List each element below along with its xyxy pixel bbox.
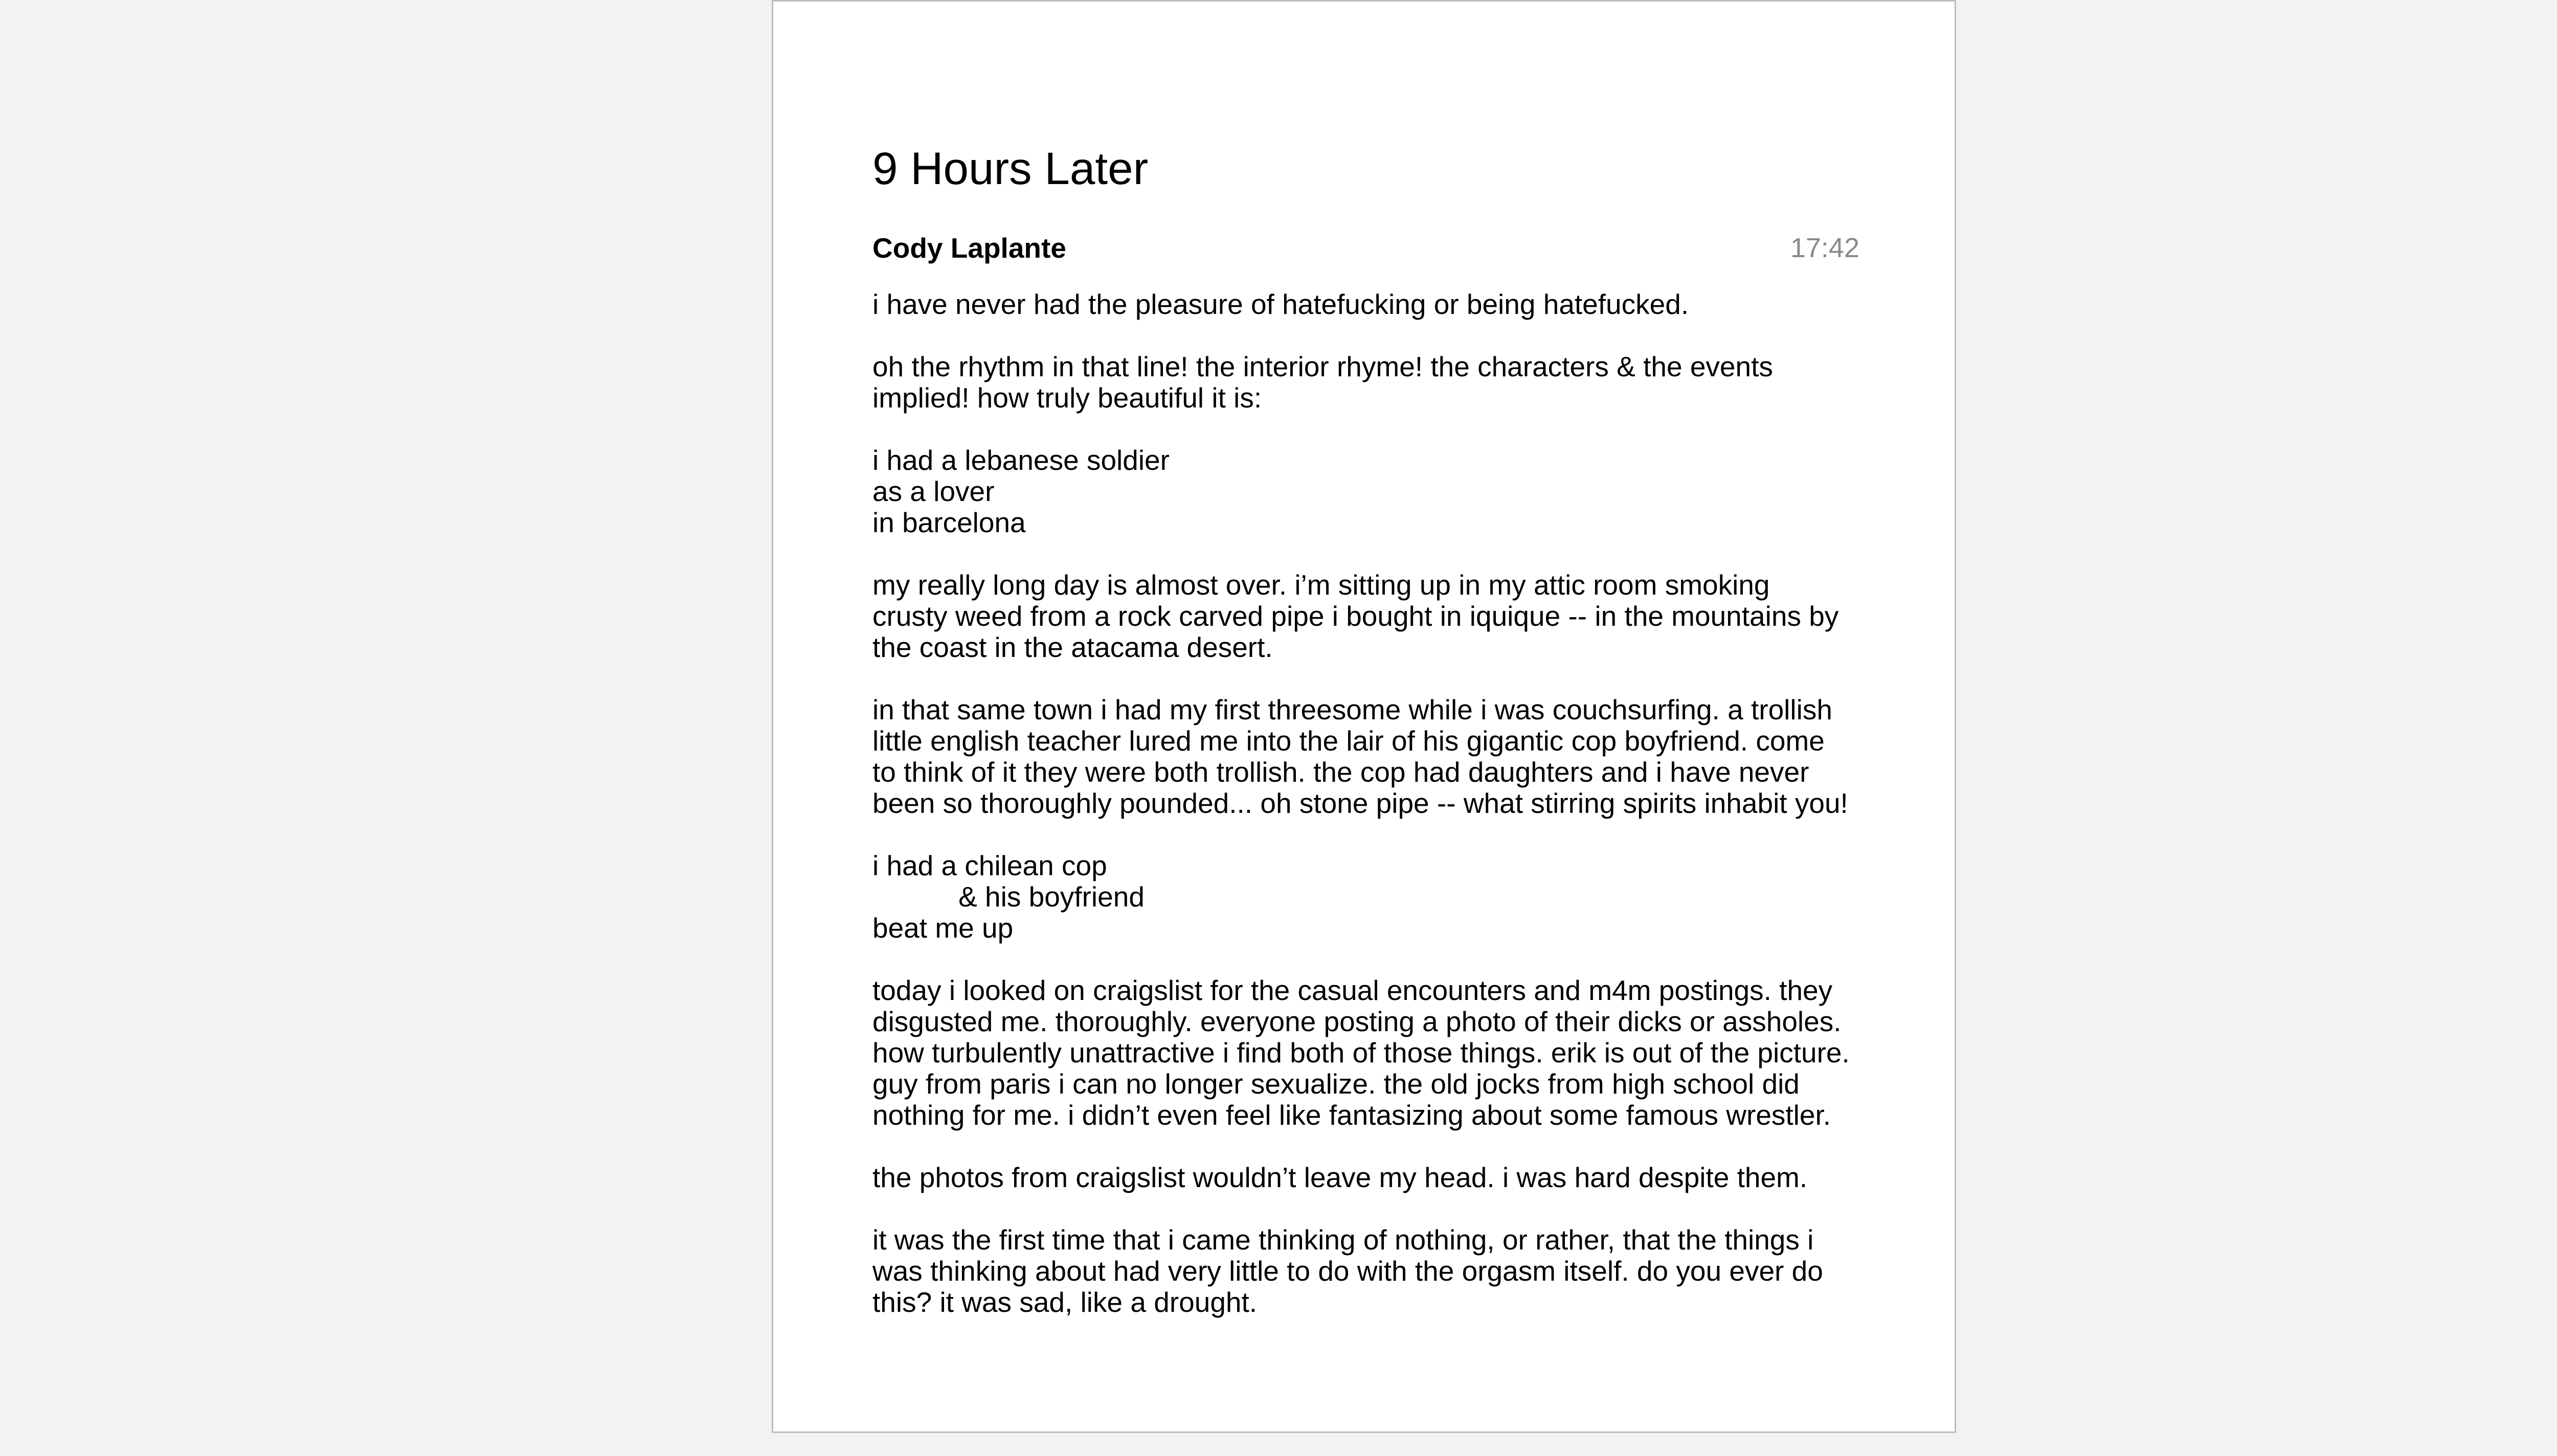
paragraph: in that same town i had my first threesome while i was couchsurfing. a trollish little english teacher lured me into the lair of his gigantic cop boyfriend. come to think of it they were both trollish. the cop had daughters and i have never been so thoroughly pounded... oh stone pipe -- what stirring spirits inhabit you! bbox=[872, 694, 1848, 819]
author-name: Cody Laplante bbox=[872, 232, 1066, 264]
document-body bbox=[872, 289, 1859, 1318]
paragraph: my really long day is almost over. i’m sitting up in my attic room smoking crusty weed from a rock carved pipe i bought in iquique -- in the mountains by the coast in the atacama desert. bbox=[872, 569, 1839, 663]
paragraph: i had a lebanese soldier as a lover in barcelona bbox=[872, 444, 1170, 538]
document-content bbox=[872, 138, 1859, 1318]
page-title: 9 Hours Later bbox=[872, 143, 1149, 194]
paragraph: oh the rhythm in that line! the interior rhyme! the characters & the events implied! how truly beautiful it is: bbox=[872, 351, 1773, 414]
paragraph: it was the first time that i came thinking of nothing, or rather, that the things i was thinking about had very little to do with the orgasm itself. do you ever do this? it was sad, like a drought. bbox=[872, 1224, 1823, 1318]
paragraph: i have never had the pleasure of hatefucking or being hatefucked. bbox=[872, 288, 1689, 320]
paragraph: the photos from craigslist wouldn’t leave my head. i was hard despite them. bbox=[872, 1162, 1808, 1193]
timestamp: 17:42 bbox=[1790, 233, 1859, 263]
post-meta bbox=[872, 228, 1859, 268]
paragraph: i had a chilean cop & his boyfriend beat me up bbox=[872, 850, 1145, 944]
paragraph: today i looked on craigslist for the casual encounters and m4m postings. they disgusted me. thoroughly. everyone posting a photo of their dicks or assholes. how turbulently unattractive i find both of those things. erik is out of the picture. guy from paris i can no longer sexualize. the old jocks from high school did nothing for me. i didn’t even feel like fantasizing about some famous wrestler. bbox=[872, 974, 1850, 1131]
document-page bbox=[772, 0, 1956, 1433]
